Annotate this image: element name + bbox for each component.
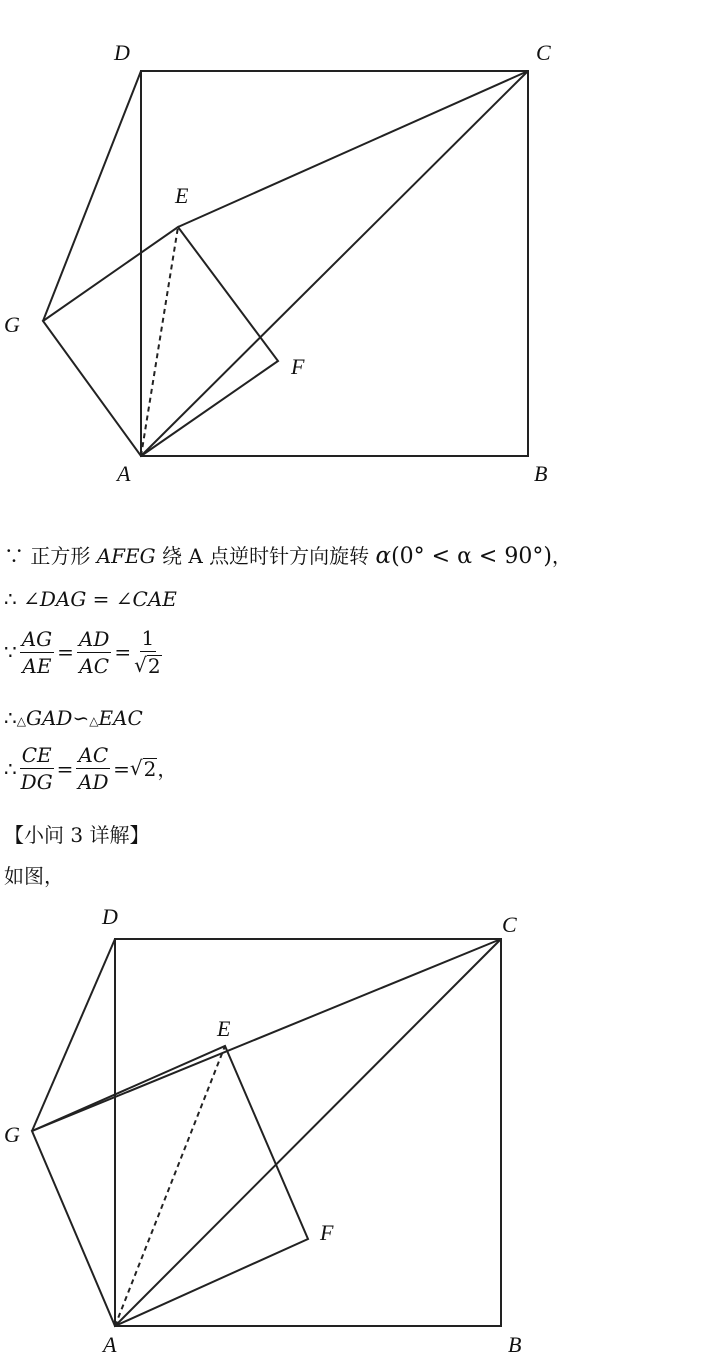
segment-ce <box>178 71 528 227</box>
square-afeg <box>43 227 278 456</box>
fraction-ad-ac: $\frac{AD}{AC}$ <box>78 626 110 678</box>
statement-angle-equal: ∴ ∠DAG = ∠CAE <box>4 587 177 611</box>
statement-ce-dg: ∴ $\frac{CE}{DG}$ = $\frac{AC}{AD}$ = √ 2 ， <box>4 743 178 794</box>
statement-similar: ∴△GAD∽△EAC <box>4 706 143 730</box>
fraction-ag-ae: $\frac{AG}{AE}$ <box>21 626 53 678</box>
label-e-2: E <box>217 1016 231 1041</box>
fraction-ce-dg: $\frac{CE}{DG}$ <box>20 743 53 794</box>
label-g-2: G <box>4 1122 20 1147</box>
label-a-2: A <box>103 1332 117 1357</box>
label-b: B <box>534 461 548 486</box>
label-d-2: D <box>102 904 118 929</box>
label-c-2: C <box>502 912 517 937</box>
because-symbol: ∵ <box>4 544 24 568</box>
label-f-2: F <box>320 1220 334 1245</box>
label-b-2: B <box>508 1332 522 1357</box>
label-g: G <box>4 312 20 337</box>
label-e: E <box>175 183 189 208</box>
fraction-one-sqrt2: 1 √ 2 <box>134 626 161 678</box>
label-c: C <box>536 40 551 65</box>
label-d: D <box>114 40 130 65</box>
section-heading: 【小问 3 详解】 <box>4 823 150 847</box>
segment-dg <box>43 71 141 321</box>
segment-ae-dashed <box>141 227 178 456</box>
square-afeg-2 <box>32 1046 308 1326</box>
segment-ac <box>141 71 528 456</box>
statement-ratio: ∵ $\frac{AG}{AE}$ = $\frac{AD}{AC}$ = 1 √ 2 <box>4 626 161 678</box>
sqrt-two: √ 2 <box>129 756 157 781</box>
statement-rotation: ∵ 正方形 AFEG 绕 A 点逆时针方向旋转 α(0° < α < 90°)， <box>4 543 572 569</box>
as-figure-text: 如图， <box>4 864 64 888</box>
label-f: F <box>291 354 305 379</box>
segment-ac-2 <box>115 939 501 1326</box>
geometry-figure-2 <box>0 898 723 1358</box>
geometry-figure-1 <box>0 0 723 500</box>
label-a: A <box>117 461 131 486</box>
fraction-ac-ad: $\frac{AC}{AD}$ <box>78 743 109 794</box>
